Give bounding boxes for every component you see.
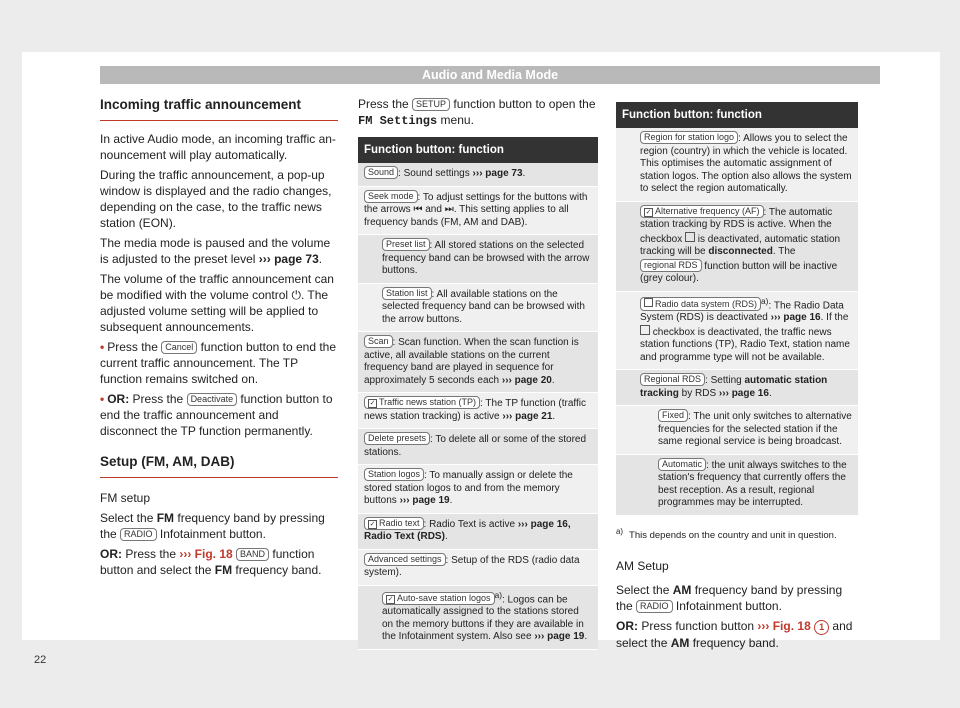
table-row: Delete presets : To delete all or some of the stored stations. bbox=[358, 429, 598, 465]
table-row: Regional RDS : Setting automatic station tracking by RDS ››› page 16. bbox=[616, 370, 858, 406]
radio-button-label: RADIO bbox=[636, 600, 673, 613]
checkbox-checked-icon: ✓ bbox=[387, 595, 394, 603]
regional-rds-button-label: Regional RDS bbox=[640, 373, 705, 386]
paragraph: Select the FM frequency band by pressing the RADIO Infotainment button. bbox=[100, 511, 325, 541]
table-row: Automatic : the unit always switches to the station's frequency that currently offers the best reception. As a result, regional programmes may be interrupted. bbox=[616, 455, 858, 516]
region-logo-button-label: Region for station logo bbox=[640, 131, 738, 144]
table-header: Function button: function bbox=[616, 102, 858, 128]
radio-button-label: RADIO bbox=[120, 528, 157, 541]
page-reference[interactable]: ››› page 19 bbox=[399, 495, 450, 506]
function-button-label: Station logos bbox=[364, 468, 424, 481]
manual-page bbox=[22, 52, 940, 666]
page-reference[interactable]: ››› page 16 bbox=[770, 312, 821, 324]
bullet-item: • Press the Cancel function button to end the current traffic announcement. The TP function remains switched on. bbox=[100, 340, 337, 386]
table-row: Scan : Scan function. When the scan function is active, all available stations on the current frequency band are played in sequence for approximately 5 seconds each ››› page 20. bbox=[358, 332, 598, 393]
function-button-label: Scan bbox=[364, 335, 393, 348]
function-button-label: ✓ Traffic news station (TP) bbox=[364, 396, 480, 409]
page-reference[interactable]: ››› page 20 bbox=[501, 374, 552, 386]
bullet-icon: • bbox=[100, 340, 105, 354]
checkbox-checked-icon: ✓ bbox=[369, 400, 376, 407]
deactivate-button-label: Deactivate bbox=[187, 393, 238, 406]
callout-number: 1 bbox=[814, 620, 829, 635]
function-button-label: Sound bbox=[364, 166, 398, 179]
function-button-label: Delete presets bbox=[364, 432, 430, 445]
figure-reference[interactable]: ››› Fig. 18 bbox=[179, 547, 233, 561]
table-row: Region for station logo : Allows you to select the region (country) in which the vehicle is located. This optimises the automatic assignment of station logos. The option also allows the system to select the region automatically. bbox=[616, 128, 858, 202]
section-header: Audio and Media Mode bbox=[100, 66, 880, 84]
checkbox-icon bbox=[685, 232, 695, 242]
paragraph: The media mode is paused and the volume is adjusted to the preset level ››› page 73. bbox=[100, 236, 331, 266]
column-middle bbox=[358, 96, 598, 650]
checkbox-checked-icon: ✓ bbox=[645, 208, 652, 216]
af-button-label: ✓ Alternative frequency (AF) bbox=[640, 205, 764, 218]
page-reference[interactable]: ››› page 16 bbox=[718, 387, 769, 399]
checkbox-icon bbox=[640, 325, 650, 335]
table-header: Function button: function bbox=[358, 137, 598, 163]
table-row: Radio data system (RDS) $^{a)}$: The Radio Data System (RDS) is deactivated ››› page 16. If the checkbox is deactivated, the traffic news station functions (TP), Radio Text, station name and programme type will not be available. bbox=[616, 292, 858, 371]
table-row: Station list : All available stations on the selected frequency band can be browsed with the arrow buttons. bbox=[358, 284, 598, 333]
table-row: Sound : Sound settings ››› page 73. bbox=[358, 163, 598, 187]
column-left bbox=[100, 96, 338, 582]
page-reference[interactable]: ››› page 16, Radio Text (RDS) bbox=[364, 518, 571, 542]
function-button-label: Advanced settings bbox=[364, 553, 446, 566]
paragraph: During the traffic announcement, a pop-up window is displayed and the radio changes, depending on the case, to the traffic news station (EON). bbox=[100, 168, 332, 230]
heading-traffic-announcement: Incoming traffic announcement bbox=[100, 96, 338, 121]
paragraph: The volume of the traffic announcement can be modified with the volume control ⏻. The adjusted volume setting will be applied to subsequent announcements. bbox=[100, 272, 334, 334]
function-table-fm bbox=[358, 137, 598, 650]
table-row: Station logos : To manually assign or delete the stored station logos to and from the memory buttons ››› page 19. bbox=[358, 465, 598, 514]
subheading-am-setup: AM Setup bbox=[616, 558, 669, 573]
heading-setup: Setup (FM, AM, DAB) bbox=[100, 453, 338, 478]
bullet-item: • OR: Press the Deactivate function button to end the traffic announcement and disconnect the TP function permanently. bbox=[100, 392, 333, 438]
table-row: Advanced settings : Setup of the RDS (radio data system). bbox=[358, 550, 598, 586]
paragraph: OR: Press the ››› Fig. 18 BAND function button and select the FM frequency band. bbox=[100, 547, 322, 577]
paragraph: Select the AM frequency band by pressing the RADIO Infotainment button. bbox=[616, 582, 843, 613]
table-row: Preset list : All stored stations on the selected frequency band can be browsed with the arrow buttons. bbox=[358, 235, 598, 284]
page-reference[interactable]: ››› page 73 bbox=[472, 168, 523, 179]
table-row: ✓ Radio text : Radio Text is active ››› page 16, Radio Text (RDS). bbox=[358, 514, 598, 550]
paragraph: In active Audio mode, an incoming traffic announcement will play automatically. bbox=[100, 132, 336, 162]
page-number: 22 bbox=[34, 654, 47, 666]
column-right bbox=[616, 102, 858, 655]
table-row: ✓ Traffic news station (TP) : The TP function (traffic news station tracking) is active ››› page 21. bbox=[358, 393, 598, 429]
footnote: $^{a)}$ This depends on the country and unit in question. bbox=[616, 526, 837, 541]
function-button-label: Preset list bbox=[382, 238, 430, 251]
function-button-label: Station list bbox=[382, 287, 432, 300]
automatic-button-label: Automatic bbox=[658, 458, 706, 471]
page-reference[interactable]: ››› page 73 bbox=[258, 252, 319, 266]
table-row: ✓ Auto-save station logos $^{a)}$: Logos can be automatically assigned to the stations stored on the memory buttons if they are available in the Infotainment system. Also see ››› page 19. bbox=[358, 586, 598, 650]
paragraph: OR: Press function button ››› Fig. 18 1 and select the AM frequency band. bbox=[616, 618, 853, 650]
function-button-label: ✓ Auto-save station logos bbox=[382, 592, 495, 605]
page-reference[interactable]: ››› page 21 bbox=[502, 410, 553, 422]
setup-button-label: SETUP bbox=[412, 98, 450, 111]
rds-button-label: Radio data system (RDS) bbox=[640, 297, 761, 311]
function-button-label: Seek mode bbox=[364, 190, 418, 203]
table-row: ✓ Alternative frequency (AF) : The automatic station tracking by RDS is active. When the checkbox is deactivated, automatic station tracking will be disconnected. The regional RDS function button will be inactive (grey colour). bbox=[616, 202, 858, 292]
table-row: Seek mode : To adjust settings for the buttons with the arrows ⏮ and ⏭. This setting applies to all frequency bands (FM, AM and DAB). bbox=[358, 187, 598, 236]
figure-reference[interactable]: ››› Fig. 18 bbox=[757, 618, 811, 633]
function-button-label: ✓ Radio text bbox=[364, 517, 424, 530]
fixed-button-label: Fixed bbox=[658, 409, 688, 422]
menu-name: FM Settings bbox=[358, 114, 438, 128]
page-reference[interactable]: ››› page 19 bbox=[534, 631, 585, 643]
band-button-label: BAND bbox=[236, 548, 269, 561]
function-table-advanced bbox=[616, 102, 858, 516]
bullet-icon: • bbox=[100, 392, 105, 406]
checkbox-icon bbox=[644, 298, 653, 307]
table-row: Fixed : The unit only switches to alternative frequencies for the selected station if the same regional service is being broadcast. bbox=[616, 406, 858, 455]
subheading-fm-setup: FM setup bbox=[100, 491, 151, 505]
paragraph: Press the SETUP function button to open the FM Settings menu. bbox=[358, 97, 596, 128]
cancel-button-label: Cancel bbox=[161, 341, 197, 354]
volume-control-icon: ⏻ bbox=[291, 288, 301, 302]
checkbox-checked-icon: ✓ bbox=[369, 520, 376, 528]
regional-rds-button-label: regional RDS bbox=[640, 259, 702, 272]
